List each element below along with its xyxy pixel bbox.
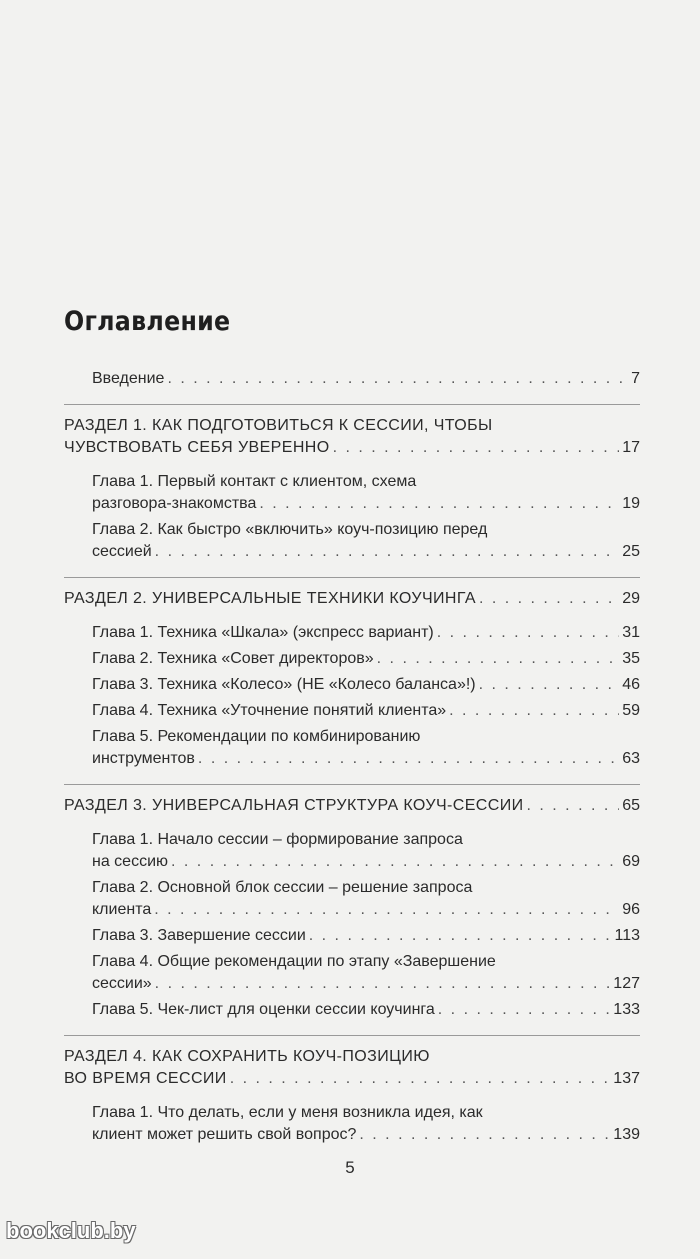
- toc-page-number: 25: [622, 543, 640, 560]
- toc-entry-text: сессией: [92, 543, 152, 560]
- toc-page-number: 19: [622, 495, 640, 512]
- leader-dots: [359, 1124, 610, 1146]
- toc-chapter: [92, 471, 640, 515]
- toc-section-3: [64, 795, 640, 817]
- toc-page-number: 65: [622, 797, 640, 814]
- section-divider: [64, 784, 640, 785]
- toc-chapter: [92, 726, 640, 770]
- toc-entry-text: на сессию: [92, 853, 169, 870]
- toc-entry-text: Глава 3. Завершение сессии: [92, 927, 306, 944]
- toc-entry-text: ЧУВСТВОВАТЬ СЕБЯ УВЕРЕННО: [64, 439, 330, 456]
- leader-dots: [259, 493, 619, 515]
- toc-page-number: 17: [622, 439, 640, 456]
- toc-entry-text: Глава 2. Техника «Совет директоров»: [92, 650, 374, 667]
- toc-entry-text: Глава 4. Общие рекомендации по этапу «Завершение: [92, 953, 496, 970]
- toc-page-number: 46: [622, 676, 640, 693]
- toc-chapter: [92, 925, 640, 947]
- leader-dots: [333, 437, 620, 459]
- toc-entry-text: РАЗДЕЛ 1. КАК ПОДГОТОВИТЬСЯ К СЕССИИ, ЧТОБЫ: [64, 417, 493, 434]
- leader-dots: [437, 622, 619, 644]
- toc-entry-text: Глава 1. Первый контакт с клиентом, схема: [92, 473, 417, 490]
- page-number: 5: [345, 1158, 355, 1177]
- toc-entry-text: инструментов: [92, 750, 195, 767]
- toc-page-number: 139: [613, 1126, 640, 1143]
- toc-entry-text: Глава 1. Техника «Шкала» (экспресс вариант): [92, 624, 434, 641]
- toc-page-number: 35: [622, 650, 640, 667]
- leader-dots: [438, 999, 611, 1021]
- leader-dots: [154, 899, 619, 921]
- leader-dots: [449, 700, 619, 722]
- leader-dots: [479, 674, 620, 696]
- toc-page-number: 96: [622, 901, 640, 918]
- toc-page-number: 113: [614, 927, 640, 944]
- toc-section-4: [64, 1046, 640, 1090]
- toc-entry-text: Глава 1. Начало сессии – формирование запроса: [92, 831, 463, 848]
- toc-entry-text: Глава 1. Что делать, если у меня возникла идея, как: [92, 1104, 483, 1121]
- toc-chapter: [92, 829, 640, 873]
- toc-chapter: [92, 999, 640, 1021]
- toc-page-number: 133: [613, 1001, 640, 1018]
- toc-entry-text: Глава 4. Техника «Уточнение понятий клиента»: [92, 702, 447, 719]
- toc-chapter: [92, 951, 640, 995]
- leader-dots: [527, 795, 620, 817]
- toc-chapter: [92, 700, 640, 722]
- toc-chapter: [92, 1102, 640, 1146]
- toc-chapter: [92, 622, 640, 644]
- leader-dots: [198, 748, 619, 770]
- toc-entry-text: Глава 5. Чек-лист для оценки сессии коучинга: [92, 1001, 435, 1018]
- toc-page-number: 29: [622, 590, 640, 607]
- leader-dots: [230, 1068, 611, 1090]
- toc-page-number: 69: [622, 853, 640, 870]
- toc-page-number: 59: [622, 702, 640, 719]
- leader-dots: [377, 648, 620, 670]
- toc-chapter: [92, 519, 640, 563]
- toc-entry-text: сессии»: [92, 975, 152, 992]
- toc-entry-text: Глава 3. Техника «Колесо» (НЕ «Колесо баланса»!): [92, 676, 476, 693]
- toc-chapter: [92, 648, 640, 670]
- leader-dots: [479, 588, 619, 610]
- toc-page-number: 137: [613, 1070, 640, 1087]
- toc-entry-text: РАЗДЕЛ 4. КАК СОХРАНИТЬ КОУЧ-ПОЗИЦИЮ: [64, 1048, 430, 1065]
- toc-entry-text: РАЗДЕЛ 3. УНИВЕРСАЛЬНАЯ СТРУКТУРА КОУЧ-СЕССИИ: [64, 797, 524, 814]
- leader-dots: [155, 973, 611, 995]
- page-title: Оглавление: [64, 306, 231, 337]
- table-of-contents: [64, 368, 640, 1160]
- toc-page-number: 7: [631, 370, 640, 387]
- toc-page-number: 31: [622, 624, 640, 641]
- leader-dots: [155, 541, 620, 563]
- toc-entry-text: Глава 5. Рекомендации по комбинированию: [92, 728, 421, 745]
- toc-section-2: [64, 588, 640, 610]
- toc-entry-text: Глава 2. Основной блок сессии – решение запроса: [92, 879, 473, 896]
- toc-chapter: [92, 877, 640, 921]
- section-divider: [64, 404, 640, 405]
- watermark: bookclub.by: [6, 1218, 136, 1243]
- leader-dots: [309, 925, 612, 947]
- toc-entry-text: Глава 2. Как быстро «включить» коуч-позицию перед: [92, 521, 488, 538]
- toc-entry-text: ВО ВРЕМЯ СЕССИИ: [64, 1070, 227, 1087]
- toc-entry-text: разговора-знакомства: [92, 495, 257, 512]
- toc-page-number: 63: [622, 750, 640, 767]
- toc-section-1: [64, 415, 640, 459]
- section-divider: [64, 1035, 640, 1036]
- toc-entry-text: клиента: [92, 901, 152, 918]
- leader-dots: [171, 851, 619, 873]
- toc-entry-text: Введение: [92, 370, 165, 387]
- toc-entry-intro: [92, 368, 640, 390]
- section-divider: [64, 577, 640, 578]
- leader-dots: [167, 368, 628, 390]
- toc-chapter: [92, 674, 640, 696]
- toc-page-number: 127: [613, 975, 640, 992]
- toc-entry-text: РАЗДЕЛ 2. УНИВЕРСАЛЬНЫЕ ТЕХНИКИ КОУЧИНГА: [64, 590, 476, 607]
- toc-entry-text: клиент может решить свой вопрос?: [92, 1126, 357, 1143]
